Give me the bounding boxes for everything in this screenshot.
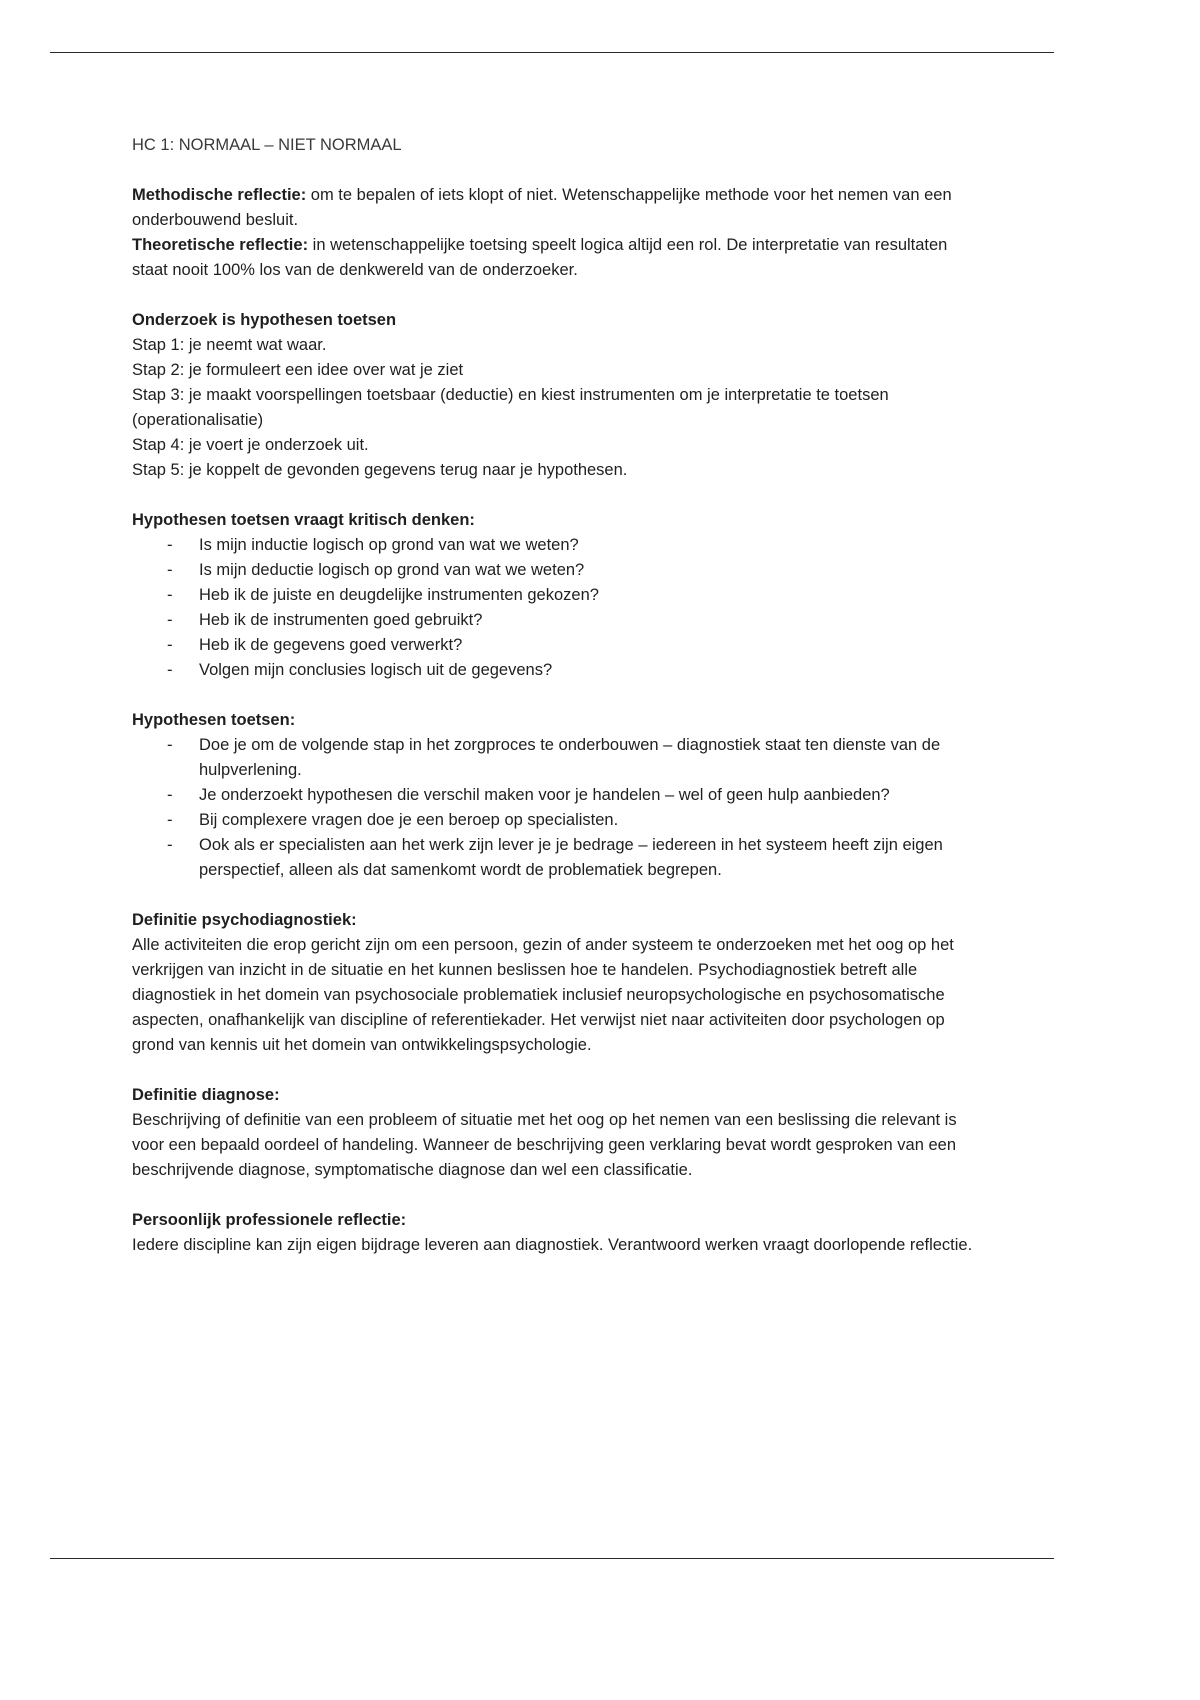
document-title: HC 1: NORMAAL – NIET NORMAAL — [132, 136, 402, 154]
research-section — [132, 308, 982, 483]
psychodiagnostics-text: Alle activiteiten die erop gericht zijn om een persoon, gezin of ander systeem te onderzoeken met het oog op het verkrijgen van inzicht in de situatie en het kunnen beslissen hoe te handelen. Psychodiagnostiek betreft alle diagnostiek in het domein van psychosociale problematiek inclusief neuropsychologische en psychosomatische aspecten, onafhankelijk van discipline of referentiekader. Het verwijst niet naar activiteiten door psychologen op grond van kennis uit het domein van ontwikkelingspsychologie. — [132, 936, 954, 1054]
psychodiagnostics-heading: Definitie psychodiagnostiek: — [132, 911, 357, 929]
list-item-text: Volgen mijn conclusies logisch uit de gegevens? — [199, 661, 553, 679]
professional-reflection-heading: Persoonlijk professionele reflectie: — [132, 1211, 407, 1229]
dash-bullet: - — [167, 786, 173, 804]
list-item-text: Doe je om de volgende stap in het zorgproces te onderbouwen – diagnostiek staat ten dienste van de hulpverlening. — [199, 736, 941, 779]
dash-bullet: - — [167, 836, 173, 854]
list-item-text: Heb ik de juiste en deugdelijke instrumenten gekozen? — [199, 586, 599, 604]
list-item — [132, 583, 982, 608]
research-heading: Onderzoek is hypothesen toetsen — [132, 311, 397, 329]
research-step: Stap 5: je koppelt de gevonden gegevens terug naar je hypothesen. — [132, 461, 628, 479]
list-item-text: Heb ik de instrumenten goed gebruikt? — [199, 611, 483, 629]
diagnosis-heading: Definitie diagnose: — [132, 1086, 280, 1104]
diagnosis-text: Beschrijving of definitie van een probleem of situatie met het oog op het nemen van een beslissing die relevant is voor een bepaald oordeel of handeling. Wanneer de beschrijving geen verklaring bevat wordt gesproken van een beschrijvende diagnose, symptomatische diagnose dan wel een classificatie. — [132, 1111, 957, 1179]
dash-bullet: - — [167, 636, 173, 654]
reflections-section — [132, 183, 982, 283]
list-item — [132, 633, 982, 658]
research-step: Stap 3: je maakt voorspellingen toetsbaar (deductie) en kiest instrumenten om je interpretatie te toetsen (operationalisatie) — [132, 386, 889, 429]
list-item-text: Bij complexere vragen doe je een beroep op specialisten. — [199, 811, 619, 829]
research-step: Stap 1: je neemt wat waar. — [132, 336, 327, 354]
top-rule — [50, 52, 1054, 53]
list-item — [132, 558, 982, 583]
list-item-text: Je onderzoekt hypothesen die verschil maken voor je handelen – wel of geen hulp aanbieden? — [199, 786, 890, 804]
list-item-text: Is mijn deductie logisch op grond van wat we weten? — [199, 561, 585, 579]
research-step: Stap 4: je voert je onderzoek uit. — [132, 436, 369, 454]
hypothesis-testing-list — [132, 733, 982, 883]
dash-bullet: - — [167, 536, 173, 554]
list-item-text: Is mijn inductie logisch op grond van wat we weten? — [199, 536, 579, 554]
list-item — [132, 808, 982, 833]
dash-bullet: - — [167, 611, 173, 629]
critical-thinking-list — [132, 533, 982, 683]
list-item — [132, 833, 982, 883]
diagnosis-section — [132, 1083, 982, 1183]
methodical-reflection-label: Methodische reflectie: — [132, 186, 307, 204]
dash-bullet: - — [167, 661, 173, 679]
list-item — [132, 733, 982, 783]
theoretical-reflection-label: Theoretische reflectie: — [132, 236, 309, 254]
dash-bullet: - — [167, 561, 173, 579]
professional-reflection-section — [132, 1208, 982, 1258]
list-item-text: Ook als er specialisten aan het werk zijn lever je je bedrage – iedereen in het systeem heeft zijn eigen perspectief, alleen als dat samenkomt wordt de problematiek begrepen. — [199, 836, 943, 879]
dash-bullet: - — [167, 586, 173, 604]
professional-reflection-text: Iedere discipline kan zijn eigen bijdrage leveren aan diagnostiek. Verantwoord werken vraagt doorlopende reflectie. — [132, 1236, 973, 1254]
list-item — [132, 608, 982, 633]
methodical-reflection — [132, 183, 982, 233]
list-item-text: Heb ik de gegevens goed verwerkt? — [199, 636, 463, 654]
theoretical-reflection-text: in wetenschappelijke toetsing speelt logica altijd een rol. De interpretatie van resultaten staat nooit 100% los van de denkwereld van de onderzoeker. — [132, 236, 948, 279]
theoretical-reflection — [132, 233, 982, 283]
research-step: Stap 2: je formuleert een idee over wat je ziet — [132, 361, 464, 379]
bottom-rule — [50, 1558, 1054, 1559]
critical-thinking-section — [132, 508, 982, 683]
methodical-reflection-text: om te bepalen of iets klopt of niet. Wetenschappelijke methode voor het nemen van een onderbouwend besluit. — [132, 186, 952, 229]
dash-bullet: - — [167, 736, 173, 754]
list-item — [132, 783, 982, 808]
list-item — [132, 533, 982, 558]
hypothesis-testing-section — [132, 708, 982, 883]
dash-bullet: - — [167, 811, 173, 829]
document-body — [132, 133, 982, 1283]
psychodiagnostics-section — [132, 908, 982, 1058]
hypothesis-testing-heading: Hypothesen toetsen: — [132, 711, 296, 729]
critical-thinking-heading: Hypothesen toetsen vraagt kritisch denken: — [132, 511, 475, 529]
list-item — [132, 658, 982, 683]
